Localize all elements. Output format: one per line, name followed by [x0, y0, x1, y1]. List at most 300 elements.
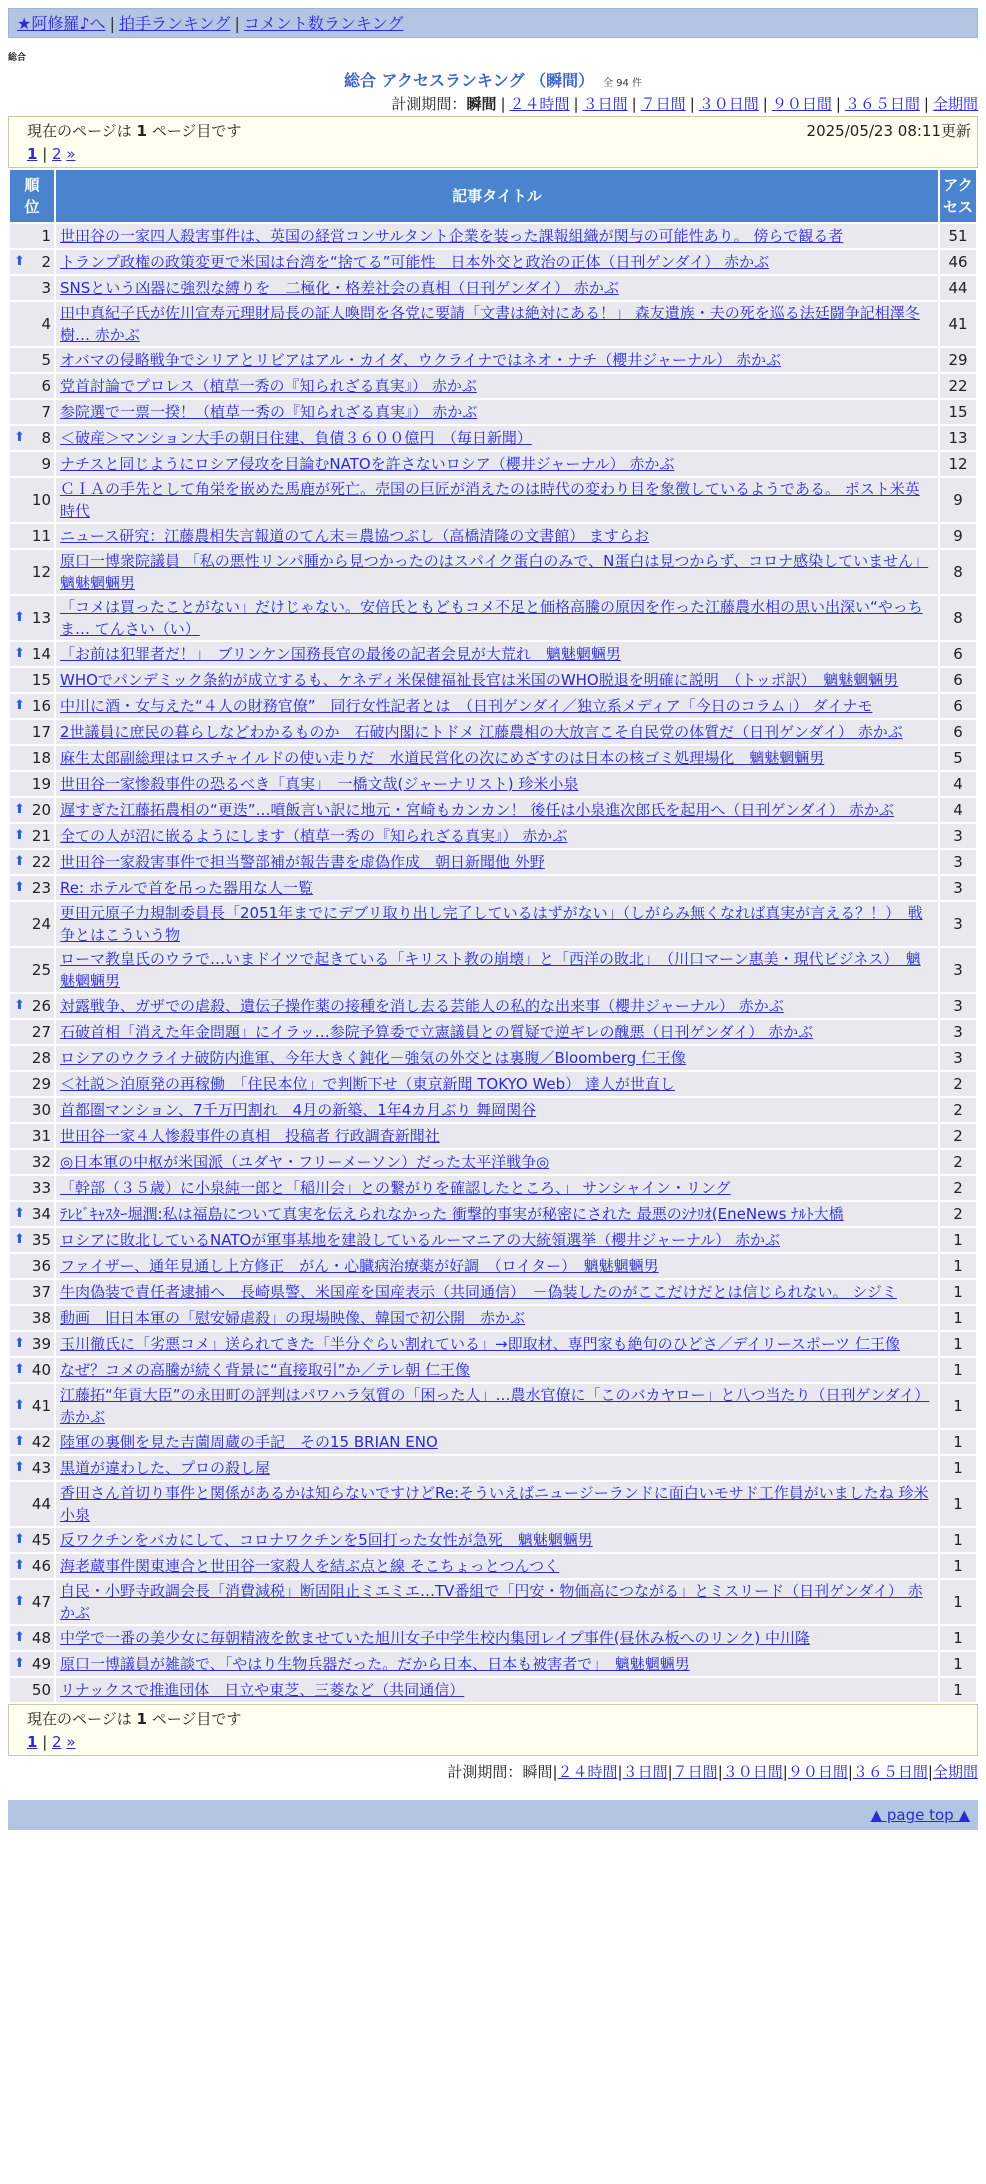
title-cell: [56, 1176, 938, 1200]
table-row: [10, 824, 976, 848]
rank-cell: [10, 1482, 54, 1526]
rank-number: 6: [41, 377, 51, 395]
access-count: 4: [940, 772, 976, 796]
current-page-number: 1: [136, 1710, 147, 1728]
access-count: 1: [940, 1482, 976, 1526]
table-row: [10, 1652, 976, 1676]
rank-cell: [10, 1528, 54, 1552]
article-link[interactable]: 中学で一番の美少女に毎朝精液を飲ませていた旭川女子中学生校内集団レイプ事件(昼休み板へのリンク) 中川隆: [60, 1629, 810, 1647]
rank-number: 29: [31, 1075, 51, 1093]
access-count: 8: [940, 596, 976, 640]
updated-timestamp: 2025/05/23 08:11更新: [806, 122, 971, 140]
period-link[interactable]: ３日間: [582, 95, 628, 113]
article-link[interactable]: 玉川徹氏に「劣悪コメ」送られてきた「半分ぐらい割れている」→即取材、専門家も絶句のひどさ／デイリースポーツ 仁王像: [60, 1335, 900, 1353]
access-count: 41: [940, 302, 976, 346]
rank-cell: [10, 1332, 54, 1356]
table-row: [10, 1626, 976, 1650]
article-link[interactable]: 自民・小野寺政調会長「消費減税」断固阻止ミエミエ…TV番組で「円安・物価高につながる」とミスリード（日刊ゲンダイ） 赤かぶ: [60, 1582, 923, 1622]
table-row: [10, 876, 976, 900]
article-link[interactable]: WHOでパンデミック条約が成立するも、ケネディ米保健福祉長官は米国のWHO脱退を明確に説明 （トッポ訳） 魑魅魍魎男: [60, 671, 899, 689]
access-count: 1: [940, 1528, 976, 1552]
rank-number: 40: [31, 1361, 51, 1379]
rank-number: 35: [31, 1231, 51, 1249]
table-row: [10, 850, 976, 874]
title-cell: [56, 824, 938, 848]
period-label: 計測期間：: [447, 1763, 523, 1781]
period-link[interactable]: ２４時間: [509, 95, 570, 113]
up-arrow-icon: ⬆: [14, 610, 25, 625]
table-row: [10, 302, 976, 346]
rank-cell: [10, 1384, 54, 1428]
header-rank: 順 位: [10, 170, 54, 222]
article-link[interactable]: 原口一博議員が雑談で、「やはり生物兵器だった。だから日本、日本も被害者で」 魑魅魍魎男: [60, 1655, 690, 1673]
rank-cell: [10, 668, 54, 692]
rank-cell: [10, 1124, 54, 1148]
article-link[interactable]: 2世議員に庶民の暮らしなどわかるものか 石破内閣にトドメ 江藤農相の大放言こそ自民党の体質だ（日刊ゲンダイ） 赤かぶ: [60, 723, 903, 741]
table-row: [10, 1228, 976, 1252]
up-arrow-icon: ⬆: [14, 1460, 25, 1475]
article-link[interactable]: SNSという凶器に強烈な縛りを 二極化・格差社会の真相（日刊ゲンダイ） 赤かぶ: [60, 279, 619, 297]
title-cell: [56, 1072, 938, 1096]
access-count: 29: [940, 348, 976, 372]
access-count: 13: [940, 426, 976, 450]
title-cell: [56, 1626, 938, 1650]
title-cell: [56, 720, 938, 744]
article-link[interactable]: 牛肉偽装で責任者逮捕へ 長崎県警、米国産を国産表示（共同通信） －偽装したのがここだけだとは信じられない。 シジミ: [60, 1283, 897, 1301]
rank-number: 41: [31, 1397, 51, 1415]
footer-bar: [8, 1800, 978, 1830]
article-link[interactable]: 遅すぎた江藤拓農相の“更迭”…噴飯言い訳に地元・宮崎もカンカン！ 後任は小泉進次郎氏を起用へ（日刊ゲンダイ） 赤かぶ: [60, 801, 894, 819]
table-row: [10, 1580, 976, 1624]
access-count: 3: [940, 876, 976, 900]
period-separator: |: [782, 1763, 788, 1781]
table-row: [10, 772, 976, 796]
rank-cell: [10, 746, 54, 770]
rank-cell: [10, 348, 54, 372]
rank-cell: [10, 224, 54, 248]
access-count: 6: [940, 694, 976, 718]
period-separator: |: [923, 95, 929, 113]
period-link[interactable]: ３０日間: [698, 95, 759, 113]
rank-cell: [10, 1020, 54, 1044]
table-row: [10, 596, 976, 640]
article-link[interactable]: 黒道が違わした、プロの殺し屋: [60, 1459, 271, 1477]
rank-cell: [10, 720, 54, 744]
page-indicator: 現在のページは 1 ページ目です: [27, 1710, 242, 1728]
title-cell: [56, 994, 938, 1018]
period-separator: |: [552, 1763, 558, 1781]
article-link[interactable]: ﾃﾚﾋﾞｷｬｽﾀｰ堀潤:私は福島について真実を伝えられなかった 衝撃的事実が秘密にされた 最悪のｼﾅﾘｵ(EneNews ﾅﾙﾄ大橋: [60, 1205, 844, 1223]
rank-cell: [10, 400, 54, 424]
table-row: [10, 550, 976, 594]
up-arrow-icon: ⬆: [14, 1594, 25, 1609]
rank-number: 9: [41, 455, 51, 473]
period-link[interactable]: ７日間: [640, 95, 686, 113]
period-separator: |: [762, 95, 768, 113]
rank-cell: [10, 1626, 54, 1650]
article-link[interactable]: 参院選で一票一揆！（植草一秀の『知られざる真実』） 赤かぶ: [60, 403, 478, 421]
up-arrow-icon: ⬆: [14, 430, 25, 445]
rank-number: 34: [31, 1205, 51, 1223]
period-link[interactable]: 全期間: [932, 1763, 978, 1781]
page-indicator: 現在のページは 1 ページ目です: [27, 122, 242, 140]
rank-cell: [10, 1046, 54, 1070]
period-separator: |: [927, 1763, 933, 1781]
article-link[interactable]: ナチスと同じようにロシア侵攻を目論むNATOを許さないロシア（櫻井ジャーナル） 赤かぶ: [60, 455, 675, 473]
access-count: 1: [940, 1384, 976, 1428]
title-cell: [56, 746, 938, 770]
ranking-table: [8, 168, 978, 1704]
title-cell: [56, 1202, 938, 1226]
title-cell: [56, 1652, 938, 1676]
page-info-box: [8, 116, 978, 168]
table-row: [10, 348, 976, 372]
rank-number: 4: [41, 315, 51, 333]
article-link[interactable]: ニュース研究：江藤農相失言報道のてん末＝農協つぶし（高橋清隆の文書館） ますらお: [60, 527, 650, 545]
nav-separator: |: [109, 14, 115, 33]
table-row: [10, 1384, 976, 1428]
page-title: 総合 アクセスランキング （瞬間）: [343, 71, 595, 90]
period-link[interactable]: 全期間: [932, 95, 978, 113]
rank-cell: [10, 1280, 54, 1304]
article-link[interactable]: 海老蔵事件関東連合と世田谷一家殺人を結ぶ点と線 そこちょっとつんつく: [60, 1557, 560, 1575]
period-separator: |: [667, 1763, 673, 1781]
nav-link-ashura[interactable]: ★阿修羅♪へ: [17, 14, 106, 33]
title-cell: [56, 374, 938, 398]
article-link[interactable]: 香田さん首切り事件と関係があるかは知らないですけどRe:そういえばニュージーランドに面白いモサド工作員がいましたね 珍米小泉: [60, 1484, 929, 1524]
article-link[interactable]: ＜社説＞泊原発の再稼働 「住民本位」で判断下せ（東京新聞 TOKYO Web） 達人が世直し: [60, 1075, 675, 1093]
article-link[interactable]: 世田谷一家殺害事件で担当警部補が報告書を虚偽作成 朝日新聞他 外野: [60, 853, 545, 871]
pager-page-1[interactable]: 1: [27, 145, 38, 163]
access-count: 1: [940, 1254, 976, 1278]
table-row: [10, 1332, 976, 1356]
table-row: [10, 948, 976, 992]
period-separator: |: [573, 95, 579, 113]
section-label: 総合: [8, 53, 27, 63]
period-label: 計測期間：: [391, 95, 467, 113]
up-arrow-icon: ⬆: [14, 698, 25, 713]
access-count: 2: [940, 1072, 976, 1096]
page-info-box-bottom: [8, 1704, 978, 1756]
access-count: 3: [940, 902, 976, 946]
access-count: 15: [940, 400, 976, 424]
article-link[interactable]: 党首討論でプロレス（植草一秀の『知られざる真実』） 赤かぶ: [60, 377, 477, 395]
period-current: 瞬間: [522, 1763, 553, 1781]
period-current: 瞬間: [466, 95, 497, 113]
rank-number: 10: [31, 491, 51, 509]
access-count: 1: [940, 1358, 976, 1382]
title-cell: [56, 1098, 938, 1122]
title-cell: [56, 426, 938, 450]
rank-cell: [10, 1176, 54, 1200]
title-cell: [56, 876, 938, 900]
article-link[interactable]: オバマの侵略戦争でシリアとリビアはアル・カイダ、ウクライナではネオ・ナチ（櫻井ジャーナル） 赤かぶ: [60, 351, 782, 369]
rank-number: 25: [31, 961, 51, 979]
rank-cell: [10, 374, 54, 398]
rank-cell: [10, 1254, 54, 1278]
rank-cell: [10, 1228, 54, 1252]
pager: 1 | 2 »: [27, 1733, 76, 1751]
rank-number: 38: [31, 1309, 51, 1327]
article-link[interactable]: 動画 旧日本軍の「慰安婦虐殺」の現場映像、韓国で初公開 赤かぶ: [60, 1309, 526, 1327]
access-count: 1: [940, 1280, 976, 1304]
title-cell: [56, 478, 938, 522]
table-row: [10, 1678, 976, 1702]
access-count: 2: [940, 1124, 976, 1148]
access-count: 51: [940, 224, 976, 248]
rank-cell: [10, 1652, 54, 1676]
access-count: 2: [940, 1202, 976, 1226]
rank-cell: [10, 1430, 54, 1454]
title-cell: [56, 302, 938, 346]
access-count: 1: [940, 1652, 976, 1676]
rank-number: 30: [31, 1101, 51, 1119]
access-count: 1: [940, 1626, 976, 1650]
rank-cell: [10, 524, 54, 548]
rank-number: 11: [31, 527, 51, 545]
rank-number: 7: [41, 403, 51, 421]
article-link[interactable]: ＜破産＞マンション大手の朝日住建、負債３６００億円 （毎日新聞）: [60, 429, 532, 447]
rank-cell: [10, 302, 54, 346]
title-cell: [56, 668, 938, 692]
table-row: [10, 694, 976, 718]
table-row: [10, 1358, 976, 1382]
article-link[interactable]: なぜ？コメの高騰が続く背景に“直接取引”か／テレ朝 仁王像: [60, 1361, 471, 1379]
title-cell: [56, 642, 938, 666]
article-link[interactable]: 陸軍の裏側を見た吉薗周蔵の手記 その15 BRIAN ENO: [60, 1433, 438, 1451]
title-cell: [56, 1020, 938, 1044]
period-separator: |: [617, 1763, 623, 1781]
rank-number: 49: [31, 1655, 51, 1673]
pager-page-1[interactable]: 1: [27, 1733, 38, 1751]
rank-cell: [10, 426, 54, 450]
rank-number: 19: [31, 775, 51, 793]
period-separator: |: [689, 95, 695, 113]
rank-number: 21: [31, 827, 51, 845]
nav-link-comment-ranking[interactable]: コメント数ランキング: [243, 14, 404, 33]
article-link[interactable]: 石破首相「消えた年金問題」にイラッ…参院予算委で立憲議員との質疑で逆ギレの醜悪（日刊ゲンダイ） 赤かぶ: [60, 1023, 814, 1041]
rank-number: 33: [31, 1179, 51, 1197]
title-cell: [56, 400, 938, 424]
article-link[interactable]: ◎日本軍の中枢が米国派（ユダヤ・フリーメーソン）だった太平洋戦争◎: [60, 1153, 550, 1171]
rank-cell: [10, 876, 54, 900]
article-link[interactable]: ローマ教皇氏のウラで…いまドイツで起きている「キリスト教の崩壊」と「西洋の敗北」 （川口マーン惠美・現代ビジネス） 魑魅魍魎男: [60, 950, 921, 990]
table-row: [10, 720, 976, 744]
table-row: [10, 1202, 976, 1226]
page-heading: [0, 68, 986, 92]
rank-cell: [10, 1580, 54, 1624]
rank-number: 12: [31, 563, 51, 581]
period-separator: |: [847, 1763, 853, 1781]
article-link[interactable]: 「幹部（３５歳）に小泉純一郎と「稲川会」との繋がりを確認したところ、」 サンシャイン・リング: [60, 1179, 731, 1197]
article-link[interactable]: Re: ホテルで首を吊った器用な人一覧: [60, 879, 314, 897]
access-count: 1: [940, 1456, 976, 1480]
table-row: [10, 224, 976, 248]
period-separator: |: [500, 95, 506, 113]
period-link[interactable]: ９０日間: [787, 1763, 848, 1781]
table-row: [10, 1528, 976, 1552]
access-count: 1: [940, 1228, 976, 1252]
article-link[interactable]: ロシアのウクライナ破防内進軍、今年大きく鈍化－強気の外交とは裏腹／Bloomberg 仁王像: [60, 1049, 686, 1067]
title-cell: [56, 1358, 938, 1382]
access-count: 22: [940, 374, 976, 398]
access-count: 12: [940, 452, 976, 476]
article-link[interactable]: 全ての人が沼に嵌るようにします（植草一秀の『知られざる真実』） 赤かぶ: [60, 827, 568, 845]
period-link[interactable]: ９０日間: [771, 95, 832, 113]
header-access: アク セス: [940, 170, 976, 222]
article-link[interactable]: 首都圏マンション、7千万円割れ 4月の新築、1年4カ月ぶり 舞岡関谷: [60, 1101, 537, 1119]
rank-number: 44: [31, 1495, 51, 1513]
article-link[interactable]: 中川に酒・女与えた“４人の財務官僚” 同行女性記者とは （日刊ゲンダイ／独立系メディア「今日のコラム」） ダイナモ: [60, 697, 873, 715]
access-count: 2: [940, 1176, 976, 1200]
table-row: [10, 276, 976, 300]
rank-number: 39: [31, 1335, 51, 1353]
access-count: 6: [940, 642, 976, 666]
up-arrow-icon: ⬆: [14, 1532, 25, 1547]
rank-cell: [10, 798, 54, 822]
period-link[interactable]: ３６５日間: [852, 1763, 928, 1781]
article-link[interactable]: 世田谷の一家四人殺害事件は、英国の経営コンサルタント企業を装った課報組織が関与の可能性あり。 傍らで観る者: [60, 227, 844, 245]
article-link[interactable]: ファイザー、通年見通し上方修正 がん・心臓病治療薬が好調 （ロイター） 魑魅魍魎男: [60, 1257, 659, 1275]
table-row: [10, 1046, 976, 1070]
up-arrow-icon: ⬆: [14, 1656, 25, 1671]
rank-cell: [10, 276, 54, 300]
article-link[interactable]: 江藤拓“年貢大臣”の永田町の評判はパワハラ気質の「困った人」…農水官僚に「このバカヤロー」と八つ当たり（日刊ゲンダイ） 赤かぶ: [60, 1386, 930, 1426]
rank-number: 3: [41, 279, 51, 297]
article-link[interactable]: 世田谷一家惨殺事件の恐るべき「真実」 一橋文哉(ジャーナリスト) 珍米小泉: [60, 775, 579, 793]
rank-cell: [10, 1456, 54, 1480]
rank-number: 15: [31, 671, 51, 689]
rank-cell: [10, 994, 54, 1018]
title-cell: [56, 694, 938, 718]
rank-cell: [10, 550, 54, 594]
access-count: 2: [940, 1098, 976, 1122]
article-link[interactable]: ロシアに敗北しているNATOが軍事基地を建設しているルーマニアの大統領選挙（櫻井ジャーナル） 赤かぶ: [60, 1231, 781, 1249]
title-cell: [56, 1482, 938, 1526]
access-count: 3: [940, 1020, 976, 1044]
rank-cell: [10, 1072, 54, 1096]
total-count: 全 94 件: [602, 78, 643, 89]
article-link[interactable]: リナックスで推進団体 日立や東芝、三菱など（共同通信）: [60, 1681, 465, 1699]
rank-number: 13: [31, 609, 51, 627]
title-cell: [56, 798, 938, 822]
title-cell: [56, 524, 938, 548]
title-cell: [56, 850, 938, 874]
rank-number: 18: [31, 749, 51, 767]
access-count: 1: [940, 1306, 976, 1330]
rank-number: 46: [31, 1557, 51, 1575]
article-link[interactable]: トランプ政権の政策変更で米国は台湾を“捨てる”可能性 日本外交と政治の正体（日刊ゲンダイ） 赤かぶ: [60, 253, 770, 271]
table-row: [10, 1020, 976, 1044]
rank-cell: [10, 1554, 54, 1578]
title-cell: [56, 1456, 938, 1480]
rank-number: 5: [41, 351, 51, 369]
nav-link-clap-ranking[interactable]: 拍手ランキング: [118, 14, 231, 33]
table-row: [10, 642, 976, 666]
nav-separator: |: [234, 14, 240, 33]
top-nav-bar: [8, 8, 978, 38]
title-cell: [56, 1384, 938, 1428]
title-cell: [56, 1150, 938, 1174]
rank-number: 45: [31, 1531, 51, 1549]
rank-number: 20: [31, 801, 51, 819]
article-link[interactable]: 対露戦争、ガザでの虐殺、遺伝子操作薬の接種を消し去る芸能人の私的な出来事（櫻井ジャーナル） 赤かぶ: [60, 997, 784, 1015]
title-cell: [56, 1580, 938, 1624]
table-row: [10, 1554, 976, 1578]
title-cell: [56, 902, 938, 946]
article-link[interactable]: ＣＩＡの手先として角栄を嵌めた馬鹿が死亡。売国の巨匠が消えたのは時代の変わり目を象徴しているようである。 ポスト米英時代: [60, 480, 920, 520]
up-arrow-icon: ⬆: [14, 1630, 25, 1645]
article-link[interactable]: 原口一博衆院議員 「私の悪性リンパ腫から見つかったのはスパイク蛋白のみで、N蛋白は見つからず、コロナ感染していません」 魑魅魍魎男: [60, 552, 929, 592]
period-link[interactable]: ７日間: [672, 1763, 718, 1781]
table-row: [10, 1098, 976, 1122]
article-link[interactable]: 麻生太郎副総理はロスチャイルドの使い走りだ 水道民営化の次にめざすのは日本の核ゴミ処理場化 魑魅魍魎男: [60, 749, 825, 767]
title-cell: [56, 596, 938, 640]
pager-next-arrow[interactable]: »: [66, 145, 76, 163]
table-row: [10, 1430, 976, 1454]
period-separator: |: [717, 1763, 723, 1781]
table-row: [10, 452, 976, 476]
pager-page-2[interactable]: 2: [52, 1733, 62, 1751]
up-arrow-icon: ⬆: [14, 254, 25, 269]
title-cell: [56, 1528, 938, 1552]
pager-page-2[interactable]: 2: [52, 145, 62, 163]
period-link[interactable]: ２４時間: [557, 1763, 618, 1781]
title-cell: [56, 1254, 938, 1278]
up-arrow-icon: ⬆: [14, 1558, 25, 1573]
table-row: [10, 746, 976, 770]
period-link[interactable]: ３６５日間: [844, 95, 920, 113]
article-link[interactable]: 田中真紀子氏が佐川宣寿元理財局長の証人喚問を各党に要請「文書は絶対にある！」 森友遺族・夫の死を巡る法廷闘争記相澤冬樹… 赤かぶ: [60, 304, 920, 344]
access-count: 1: [940, 1678, 976, 1702]
title-cell: [56, 1280, 938, 1304]
table-row: [10, 250, 976, 274]
rank-cell: [10, 642, 54, 666]
pager-next-arrow[interactable]: »: [66, 1733, 76, 1751]
rank-number: 8: [41, 429, 51, 447]
title-cell: [56, 550, 938, 594]
rank-number: 23: [31, 879, 51, 897]
up-arrow-icon: ⬆: [14, 1232, 25, 1247]
rank-cell: [10, 1098, 54, 1122]
article-link[interactable]: 反ワクチンをバカにして、コロナワクチンを5回打った女性が急死 魑魅魍魎男: [60, 1531, 593, 1549]
title-cell: [56, 1678, 938, 1702]
access-count: 6: [940, 720, 976, 744]
title-cell: [56, 1332, 938, 1356]
period-selector-bottom: [8, 1760, 978, 1784]
rank-number: 14: [31, 645, 51, 663]
title-cell: [56, 1124, 938, 1148]
access-count: 9: [940, 524, 976, 548]
rank-number: 43: [31, 1459, 51, 1477]
article-link[interactable]: 「コメは買ったことがない」だけじゃない。安倍氏ともどもコメ不足と価格高騰の原因を作った江藤農水相の思い出深い“やっちま… てんさい（い）: [60, 598, 923, 638]
page-top-link[interactable]: ▲ page top ▲: [870, 1806, 970, 1824]
article-link[interactable]: 「お前は犯罪者だ！」 ブリンケン国務長官の最後の記者会見が大荒れ 魑魅魍魎男: [60, 645, 621, 663]
table-row: [10, 1306, 976, 1330]
rank-number: 22: [31, 853, 51, 871]
period-link[interactable]: ３０日間: [722, 1763, 783, 1781]
period-separator: |: [631, 95, 637, 113]
title-cell: [56, 224, 938, 248]
period-link[interactable]: ３日間: [622, 1763, 668, 1781]
rank-number: 16: [31, 697, 51, 715]
article-link[interactable]: 世田谷一家４人惨殺事件の真相 投稿者 行政調査新聞社: [60, 1127, 440, 1145]
article-link[interactable]: 更田元原子力規制委員長「2051年までにデブリ取り出し完了しているはずがない」（しがらみ無くなれば真実が言える？！） 戦争とはこういう物: [60, 904, 923, 944]
table-row: [10, 798, 976, 822]
access-count: 1: [940, 1580, 976, 1624]
rank-number: 26: [31, 997, 51, 1015]
up-arrow-icon: ⬆: [14, 802, 25, 817]
